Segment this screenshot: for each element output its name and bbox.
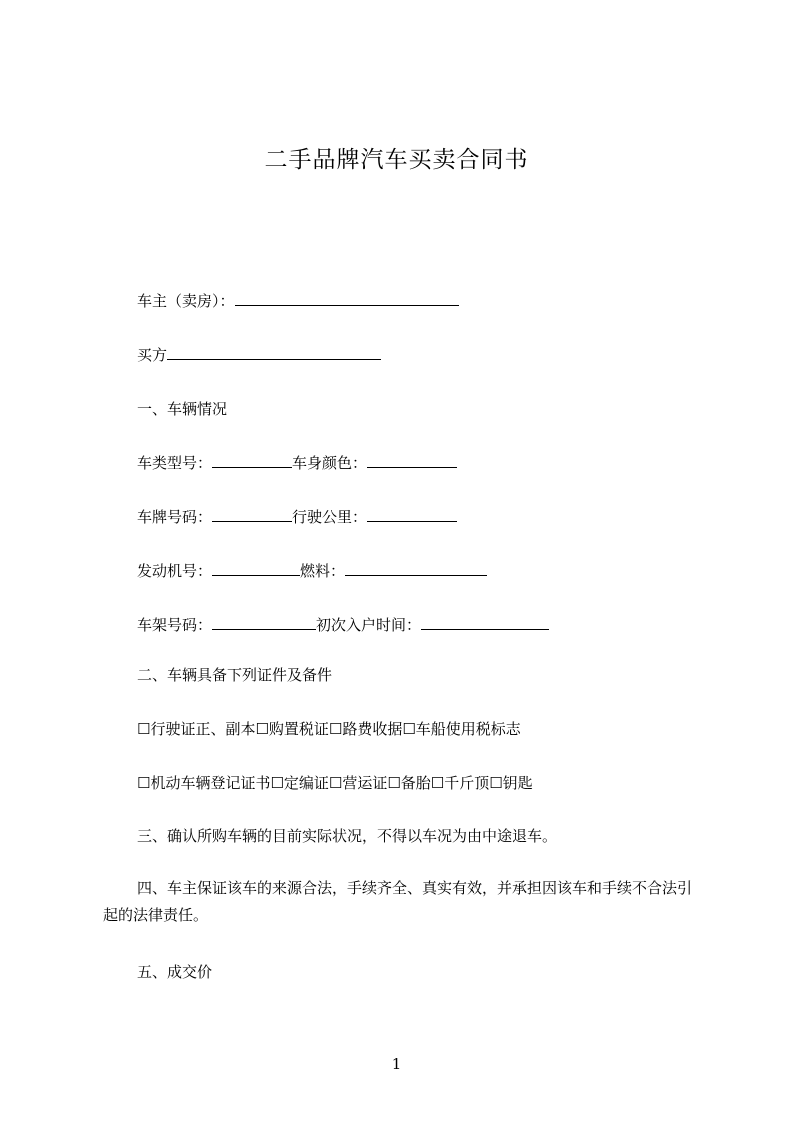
plate-mileage-line	[137, 507, 457, 527]
first-reg-label: 初次入户时间：	[316, 616, 422, 634]
fuel-label: 燃料：	[300, 562, 346, 580]
buyer-label: 买方	[137, 346, 168, 364]
mileage-blank[interactable]	[367, 507, 457, 522]
frame-reg-line	[137, 615, 549, 635]
plate-blank[interactable]	[212, 507, 292, 522]
model-blank[interactable]	[212, 453, 292, 468]
documents-line-1: ☐行驶证正、副本☐购置税证☐路费收据☐车船使用税标志	[137, 720, 521, 738]
first-reg-blank[interactable]	[421, 615, 549, 630]
model-label: 车类型号：	[137, 454, 213, 472]
document-title: 二手品牌汽车买卖合同书	[264, 147, 529, 173]
engine-label: 发动机号：	[137, 562, 213, 580]
engine-fuel-line	[137, 561, 487, 581]
engine-blank[interactable]	[212, 561, 300, 576]
seller-line	[137, 291, 459, 311]
section-2-heading: 二、车辆具备下列证件及备件	[137, 666, 333, 684]
color-blank[interactable]	[367, 453, 457, 468]
color-label: 车身颜色：	[292, 454, 368, 472]
section-5-heading: 五、成交价	[137, 963, 213, 981]
buyer-blank[interactable]	[167, 345, 381, 360]
fuel-blank[interactable]	[345, 561, 487, 576]
frame-blank[interactable]	[212, 615, 316, 630]
plate-label: 车牌号码：	[137, 508, 213, 526]
page-number: 1	[391, 1055, 402, 1073]
seller-blank[interactable]	[235, 291, 459, 306]
mileage-label: 行驶公里：	[292, 508, 368, 526]
buyer-line	[137, 345, 381, 365]
section-3-text: 三、确认所购车辆的目前实际状况，不得以车况为由中途退车。	[137, 827, 558, 845]
section-4-text: 四、车主保证该车的来源合法，手续齐全、真实有效，并承担因该车和手续不合法引起的法律责任。	[103, 879, 693, 924]
frame-label: 车架号码：	[137, 616, 213, 634]
seller-label: 车主（卖房）：	[137, 292, 235, 310]
documents-line-2: ☐机动车辆登记证书☐定编证☐营运证☐备胎☐千斤顶☐钥匙	[137, 774, 533, 792]
model-color-line	[137, 453, 457, 473]
section-1-heading: 一、车辆情况	[137, 400, 228, 418]
